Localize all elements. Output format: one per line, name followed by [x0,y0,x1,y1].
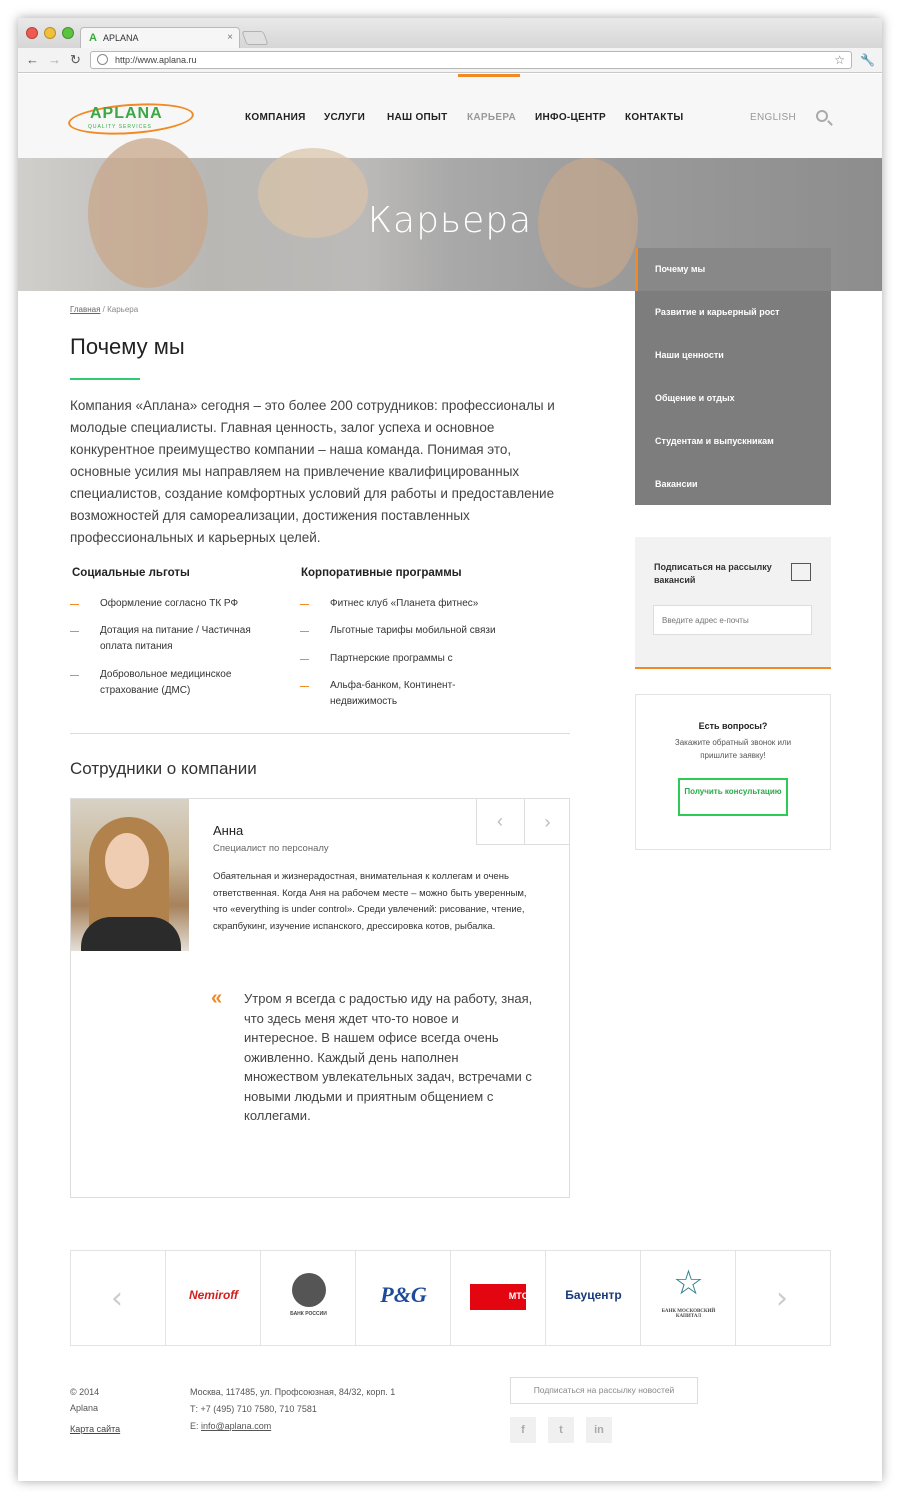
partners-prev-icon[interactable]: ‹ [111,1281,123,1316]
sidebar-menu [635,248,831,505]
menu-item-experience[interactable]: НАШ ОПЫТ [387,112,448,123]
next-testimonial-icon[interactable]: › [524,799,570,845]
questions-title: Есть вопросы? [698,721,768,731]
email-label: E: [190,1421,202,1431]
page-title: Почему мы [70,334,185,359]
address-bar[interactable] [90,51,852,69]
partner-logo-cell [641,1251,736,1345]
subscribe-label: Подписаться на рассылку вакансий [654,562,772,585]
benefit-item: Добровольное медицинское страхование (ДМС) [100,667,280,699]
bookmark-star-icon[interactable]: ☆ [834,53,845,67]
benefit-item: Дотация на питание / Частичная оплата питания [100,623,280,655]
sidebar-item-growth[interactable]: Развитие и карьерный рост [655,307,780,317]
partner-logo-nemiroff[interactable]: Nemiroff [188,1288,239,1302]
partners-prev-cell [71,1251,166,1345]
partners-next-cell [736,1251,831,1345]
browser-tab[interactable] [80,27,240,49]
benefits-heading: Социальные льготы [72,567,190,579]
benefit-item: Оформление согласно ТК РФ [100,596,280,612]
breadcrumb [70,305,138,314]
hero-title: Карьера [367,200,533,241]
footer-address: Москва, 117485, ул. Профсоюзная, 84/32, корп. 1 [190,1387,396,1397]
program-item: Фитнес клуб «Планета фитнес» [330,596,510,612]
program-item: Альфа-банком, Континент-недвижимость [330,678,490,710]
consultation-button[interactable]: Получить консультацию [678,778,788,816]
sitemap-link[interactable]: Карта сайта [70,1424,121,1434]
partners-next-icon[interactable]: › [776,1281,788,1316]
browser-tabbar [18,18,882,48]
employee-quote: Утром я всегда с радостью иду на работу, зная, что здесь меня ждет что-то новое и интересное. В нашем офисе всегда очень оживленно. Каждый день наполнен множеством увлекательных задач, встречами с новыми людьми и приятным общением с коллегами. [244,991,533,1123]
close-window-icon[interactable] [26,27,38,39]
testimonial-nav [476,799,570,845]
aplana-favicon-icon: A [89,32,97,44]
browser-window [18,18,882,1481]
program-item: Партнерские программы с [330,651,510,667]
wrench-icon[interactable]: 🔧 [860,53,875,67]
sidebar-item-why-us[interactable]: Почему мы [635,248,831,291]
tab-close-icon[interactable]: × [227,32,233,43]
logo-tagline: QUALITY SERVICES [88,124,152,130]
back-icon[interactable]: ← [26,52,39,67]
partner-logo-cell [356,1251,451,1345]
tab-title: APLANA [103,33,139,43]
sidebar-item-leisure[interactable]: Общение и отдых [655,393,735,403]
search-icon[interactable] [816,110,828,122]
breadcrumb-current: Карьера [107,305,139,314]
employee-name: Анна [213,823,244,838]
url-text: http://www.aplana.ru [115,55,197,65]
footer-copyright [70,1384,99,1416]
email-link[interactable]: info@aplana.com [201,1421,272,1431]
active-menu-indicator [458,74,520,77]
calendar-icon [791,563,811,581]
partner-logo-mts[interactable]: МТС [508,1291,529,1301]
footer-email-row [190,1418,395,1435]
breadcrumb-home-link[interactable]: Главная [70,305,101,314]
menu-item-services[interactable]: УСЛУГИ [324,112,366,123]
partner-logo-bank-russia[interactable]: БАНК РОССИИ [290,1311,327,1317]
photo-face [105,833,149,889]
copyright-year: © 2014 [70,1387,100,1397]
browser-toolbar [18,48,882,73]
sidebar-item-students[interactable]: Студентам и выпускникам [655,436,774,446]
intro-paragraph: Компания «Аплана» сегодня – это более 200 сотрудников: профессионалы и молодые специалисты. Главная ценность, залог успеха и основное конкурентное преимущество компании – наша команда. Понимая это, основные усилия мы направляем на привлечение квалифицированных специалистов, создание комфортных условий для работы и предоставление возможностей для самореализации, достижения поставленных профессиональных и карьерных целей. [70,398,555,545]
partner-logo-cell [166,1251,261,1345]
globe-icon [97,54,108,65]
language-switch[interactable]: ENGLISH [750,112,797,123]
menu-item-career[interactable]: КАРЬЕРА [467,112,516,123]
linkedin-icon[interactable]: in [586,1417,612,1443]
email-input[interactable] [653,605,812,635]
copyright-company: Aplana [70,1403,99,1413]
menu-item-contacts[interactable]: КОНТАКТЫ [625,112,684,123]
programs-heading: Корпоративные программы [301,567,462,579]
news-subscribe-button[interactable]: Подписаться на рассылку новостей [510,1377,698,1404]
facebook-icon[interactable]: f [510,1417,536,1443]
menu-item-company[interactable]: КОМПАНИЯ [245,112,306,123]
moscow-capital-star-icon: ☆ [673,1263,704,1303]
title-underline [70,378,140,380]
questions-subtitle: Закажите обратный звонок или пришлите заявку! [674,738,792,760]
employee-photo [71,799,189,951]
section-divider [70,733,570,734]
quote-icon: « [211,987,223,1009]
vacancy-subscribe-box [635,537,831,669]
breadcrumb-separator: / [100,305,108,314]
partner-logo-cell [261,1251,356,1345]
bank-russia-emblem-icon [292,1273,326,1307]
minimize-window-icon[interactable] [44,27,56,39]
menu-item-info-center[interactable]: ИНФО-ЦЕНТР [535,112,607,123]
logo-text[interactable]: APLANA [90,105,163,122]
partners-carousel [70,1250,831,1346]
testimonials-title: Сотрудники о компании [70,759,257,778]
new-tab-button[interactable] [241,31,268,45]
zoom-window-icon[interactable] [62,27,74,39]
program-item: Льготные тарифы мобильной связи [330,623,510,639]
partner-logo-cell [546,1251,641,1345]
reload-icon[interactable]: ↻ [70,52,81,67]
partner-logo-moscow-capital[interactable]: БАНК МОСКОВСКИЙ КАПИТАЛ [661,1309,716,1319]
questions-box [635,694,831,850]
partner-logo-pg[interactable]: P&G [380,1282,427,1307]
partner-logo-cell [451,1251,546,1345]
photo-body [81,917,181,951]
employee-role: Специалист по персоналу [213,843,329,854]
twitter-icon[interactable]: t [548,1417,574,1443]
employee-description: Обаятельная и жизнерадостная, внимательная к коллегам и очень ответственная. Когда Аня на рабочем месте – можно быть уверенным, что «everything is under control». Среди увлечений: рисование, чтение, скрапбукинг, изучение испанского, дрессировка котов, рыбалка. [213,871,527,932]
sidebar-item-values[interactable]: Наши ценности [655,350,724,360]
testimonial-card [70,798,570,1198]
partner-logo-baucenter[interactable]: Бауцентр [565,1288,622,1302]
prev-testimonial-icon[interactable]: ‹ [497,811,503,831]
footer-contacts [190,1384,395,1435]
sidebar-item-vacancies[interactable]: Вакансии [655,479,698,489]
forward-icon[interactable]: → [48,52,61,67]
footer-phone: Т: +7 (495) 710 7580, 710 7581 [190,1404,317,1414]
